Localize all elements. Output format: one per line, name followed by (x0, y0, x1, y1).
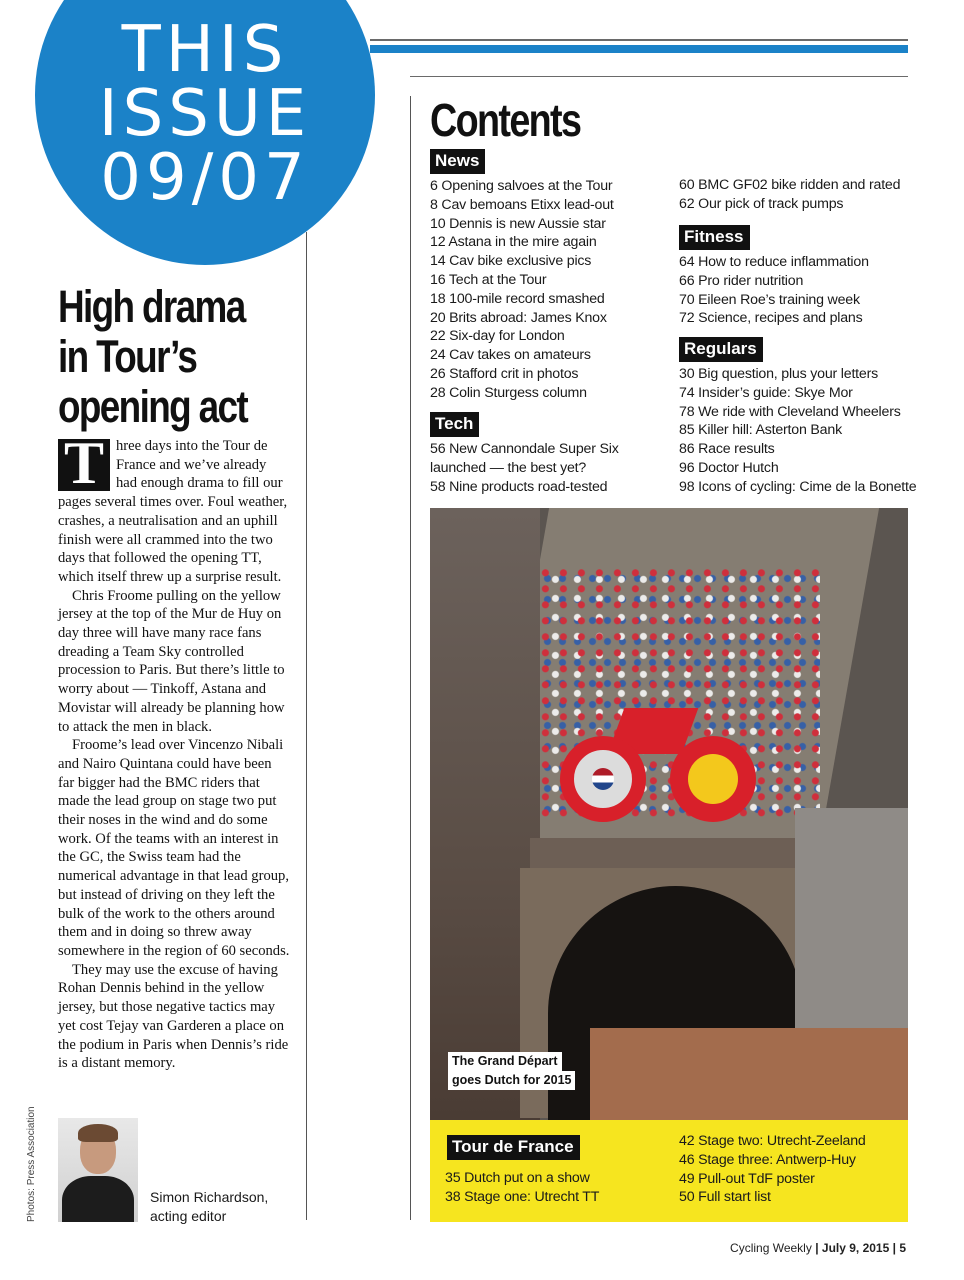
contents-entry[interactable]: 24 Cav takes on amateurs (430, 347, 591, 364)
drop-cap: T (58, 439, 110, 491)
contents-title: Contents (430, 94, 581, 146)
photo-caption (448, 1052, 575, 1090)
banner-line-3: 09/07 (100, 141, 310, 215)
editor-portrait (58, 1118, 138, 1222)
footer-page-number: 5 (899, 1241, 906, 1255)
column-divider-mid (410, 96, 411, 1220)
contents-entry[interactable]: 8 Cav bemoans Etixx lead-out (430, 196, 614, 213)
tdf-logo-wheel-hub (688, 754, 738, 804)
footer-date: July 9, 2015 (821, 1241, 890, 1255)
page-footer (730, 1241, 906, 1255)
grand-depart-photo (430, 508, 908, 1120)
banner-line-1: THIS (121, 13, 289, 87)
editorial-headline: High drama in Tour’s opening act (58, 281, 248, 432)
header-rule-bottom (410, 76, 908, 77)
contents-entry[interactable]: 70 Eileen Roe’s training week (679, 291, 860, 308)
section-label-tdf: Tour de France (447, 1135, 580, 1160)
editorial-paragraph-4 (58, 961, 290, 1073)
footer-separator: | (811, 1241, 822, 1255)
section-tech (430, 412, 619, 496)
signature-name: Simon Richardson, (150, 1189, 269, 1205)
caption-line-1: The Grand Départ (448, 1052, 562, 1071)
contents-entry[interactable]: 62 Our pick of track pumps (679, 195, 844, 212)
contents-entry[interactable]: 60 BMC GF02 bike ridden and rated (679, 177, 901, 193)
paragraph-1-text: hree days into the Tour de France and we’ve already had enough drama to fill our pages several times over. Foul weather, crashes, a neutralisation and an uphill finish were all crammed into the two days that followed the opening TT, which itself threw up a surprise result. (58, 438, 288, 585)
contents-entry[interactable]: 12 Astana in the mire again (430, 234, 597, 251)
contents-entry[interactable]: 46 Stage three: Antwerp-Huy (679, 1151, 856, 1168)
contents-entry[interactable]: 10 Dennis is new Aussie star (430, 215, 606, 232)
editor-signature (150, 1188, 300, 1226)
signature-role: acting editor (150, 1208, 227, 1224)
section-label-fitness: Fitness (679, 225, 750, 250)
photo-credit: Photos: Press Association (26, 1106, 37, 1222)
column-divider-left (306, 232, 307, 1220)
contents-entry[interactable]: 56 New Cannondale Super Six (430, 441, 619, 457)
contents-entry[interactable]: 16 Tech at the Tour (430, 271, 547, 288)
section-label-regulars: Regulars (679, 337, 763, 362)
contents-entry[interactable]: 42 Stage two: Utrecht-Zeeland (679, 1133, 866, 1149)
contents-entry[interactable]: 14 Cav bike exclusive pics (430, 253, 592, 270)
contents-entry[interactable]: 66 Pro rider nutrition (679, 272, 804, 289)
section-news (430, 149, 614, 403)
contents-entry[interactable]: 78 We ride with Cleveland Wheelers (679, 403, 901, 420)
editorial-paragraph-1 (58, 430, 290, 587)
contents-entry[interactable]: 64 How to reduce inflammation (679, 254, 869, 270)
contents-entry[interactable]: 98 Icons of cycling: Cime de la Bonette (679, 478, 917, 495)
header-rule-top (370, 39, 908, 41)
contents-entry[interactable]: 20 Brits abroad: James Knox (430, 309, 607, 326)
contents-entry[interactable]: 72 Science, recipes and plans (679, 310, 863, 327)
banner-line-2: ISSUE (98, 77, 312, 151)
contents-entry[interactable]: 28 Colin Sturgess column (430, 384, 587, 401)
dutch-flag-icon (592, 768, 614, 790)
contents-entry[interactable]: 38 Stage one: Utrecht TT (445, 1188, 600, 1205)
contents-entry[interactable]: 22 Six-day for London (430, 328, 565, 345)
contents-entry[interactable]: 74 Insider’s guide: Skye Mor (679, 384, 853, 401)
contents-entry[interactable]: 18 100-mile record smashed (430, 290, 605, 307)
footer-magazine: Cycling Weekly (730, 1241, 812, 1255)
contents-entry[interactable]: 49 Pull-out TdF poster (679, 1170, 815, 1187)
contents-entry[interactable]: 30 Big question, plus your letters (679, 366, 879, 382)
footer-separator: | (889, 1241, 900, 1255)
contents-entry[interactable]: launched — the best yet? (430, 459, 587, 476)
photo-rooftop (590, 1028, 908, 1120)
header-rule-blue (370, 45, 908, 53)
portrait-hair-shape (78, 1124, 118, 1142)
contents-entry[interactable]: 96 Doctor Hutch (679, 459, 779, 476)
contents-entry[interactable]: 6 Opening salvoes at the Tour (430, 178, 613, 194)
editorial-body (58, 430, 290, 1073)
contents-entry[interactable]: 85 Killer hill: Asterton Bank (679, 422, 842, 439)
issue-banner-text (35, 13, 375, 215)
contents-entry[interactable]: 50 Full start list (679, 1189, 771, 1206)
editorial-paragraph-3: Froome’s lead over Vincenzo Nibali and Nairo Quintana could have been far bigger had the BMC riders that made the lead group on stage two put their noses in the wind and do some work. Of the teams with an interest in the GC, the Swiss team had the numerical advantage in that lead group, but instead of driving on they left the bulk of the work to the others around them and in doing so threw away somewhere in the region of 60 seconds. (58, 737, 290, 959)
section-fitness (679, 225, 869, 328)
contents-entry[interactable]: 35 Dutch put on a show (445, 1170, 590, 1186)
section-tech-continued (679, 176, 900, 214)
section-regulars (679, 337, 916, 497)
tdf-items-right (679, 1132, 866, 1207)
contents-entry[interactable]: 58 Nine products road-tested (430, 478, 608, 495)
tdf-items-left (445, 1169, 599, 1207)
contents-entry[interactable]: 86 Race results (679, 441, 775, 458)
editorial-paragraph-2: Chris Froome pulling on the yellow jersey at the top of the Mur de Huy on day three will have many race fans dreading a Team Sky controlled procession to Paris. But there’s little to worry about — Tinkoff, Astana and Movistar will already be planning how to attack the men in black. (58, 587, 285, 735)
portrait-body-shape (62, 1176, 134, 1222)
section-label-tech: Tech (430, 412, 479, 437)
contents-entry[interactable]: 26 Stafford crit in photos (430, 365, 579, 382)
section-label-news: News (430, 149, 485, 174)
paragraph-4-text: They may use the excuse of having Rohan Dennis behind in the yellow jersey, but those negative tactics may yet cost Tejay van Garderen a place on the podium in Paris when Dennis’s ride is a distant memory. (58, 961, 289, 1072)
caption-line-2: goes Dutch for 2015 (448, 1071, 575, 1090)
